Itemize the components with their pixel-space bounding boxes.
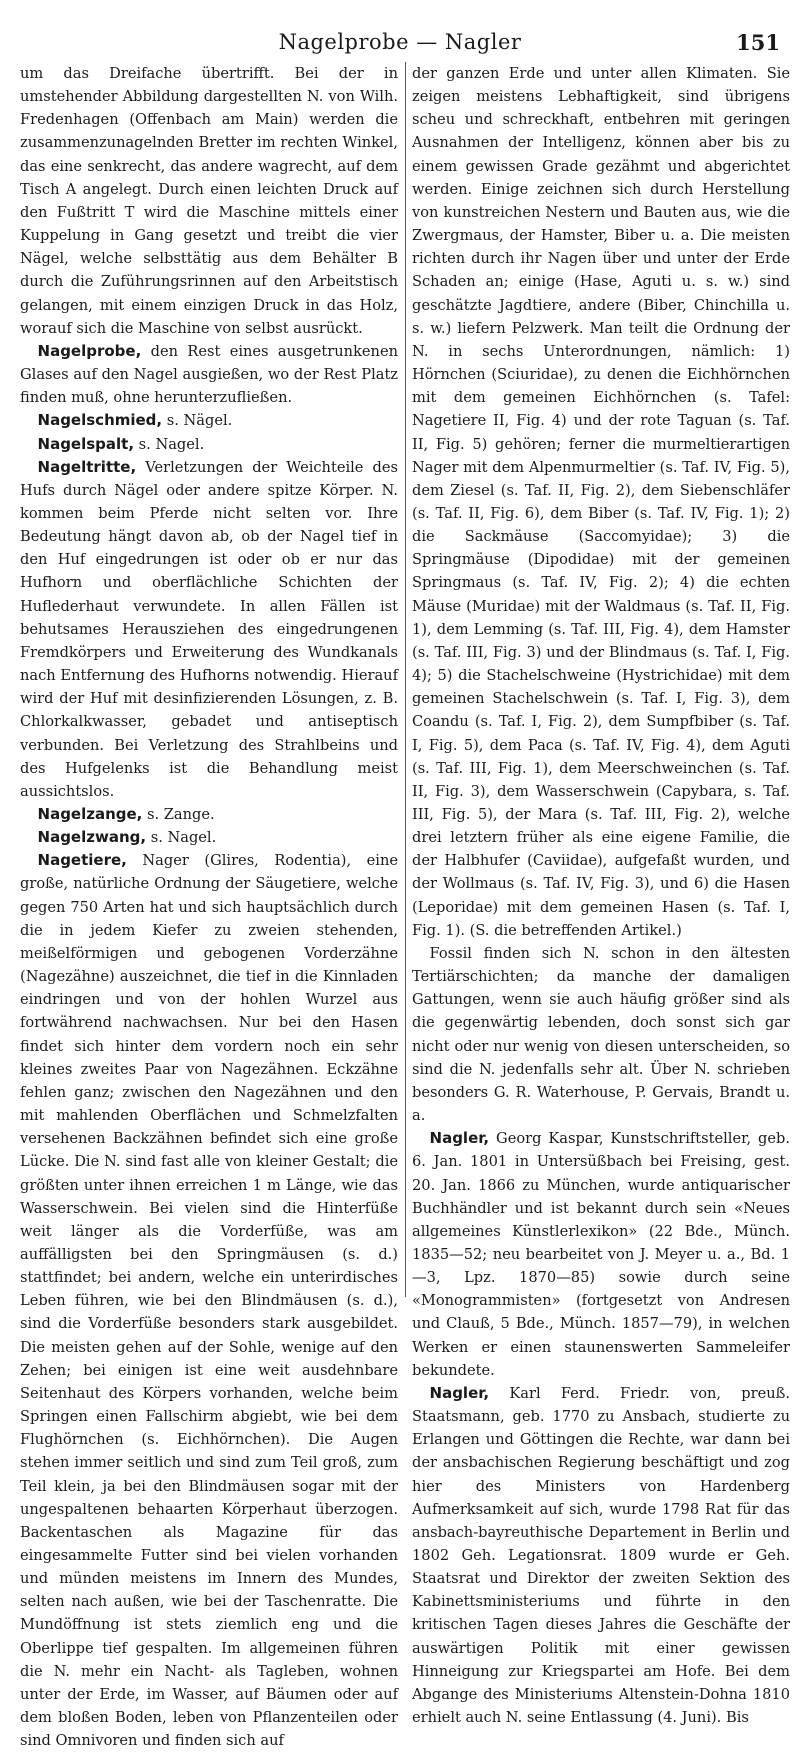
dictionary-entry: [20, 340, 398, 409]
dictionary-entry: [412, 1382, 790, 1729]
dictionary-entry: [20, 433, 398, 456]
text-paragraph: [20, 62, 398, 340]
dictionary-entry: [20, 409, 398, 432]
entry-text: Fossil finden sich N. schon in den ältesten Tertiärschichten; da manche der damaligen Gattungen, wenn sie auch häufig größer sind als die gegenwärtig lebenden, doch sonst sich gar nicht oder nur wenig von diesen unterscheiden, so sind die N. jedenfalls sehr alt. Über N. schrieben besonders G. R. Waterhouse, P. Gervais, Brandt u. a.: [412, 944, 790, 1125]
entry-headword: Nagelspalt,: [37, 434, 135, 453]
right-column: [412, 62, 790, 1727]
text-paragraph: [412, 942, 790, 1127]
page-header: [0, 28, 800, 58]
column-divider: [405, 62, 406, 1297]
entry-text: s. Zange.: [142, 806, 215, 823]
entry-text: Georg Kaspar, Kunstschriftsteller, geb. 6. Jan. 1801 in Untersüßbach bei Freising, gest. 20. Jan. 1866 zu München, wurde antiquarischer Buchhändler und ist bekannt durch sein «Neues allgemeines Künstlerlexikon» (22 Bde., Münch. 1835—52; neu bearbeitet von J. Meyer u. a., Bd. 1—3, Lpz. 1870—85) sowie durch seine «Monogrammisten» (fortgesetzt von Andresen und Clauß, 5 Bde., Münch. 1857—79), in welchen Werken er einen staunenswerten Sammeleifer bekundete.: [412, 1130, 790, 1379]
entry-text: Verletzungen der Weichteile des Hufs durch Nägel oder andere spitze Körper. N. kommen beim Pferde nicht selten vor. Ihre Bedeutung hängt davon ab, ob der Nagel tief in den Huf eingedrungen ist oder ob er nur das Hufhorn und oberflächliche Schichten der Huflederhaut verwundete. In allen Fällen ist behutsames Herausziehen des eingedrungenen Fremdkörpers und Erweiterung des Wundkanals nach Entfernung des Hufhorns notwendig. Hierauf wird der Huf mit desinfizierenden Lösungen, z. B. Chlorkalkwasser, gebadet und antiseptisch verbunden. Bei Verletzung des Strahlbeins und des Hufgelenks ist die Behandlung meist aussichtslos.: [20, 458, 398, 800]
entry-headword: Nagler,: [429, 1383, 490, 1402]
text-paragraph: [412, 62, 790, 942]
dictionary-entry: [20, 849, 398, 1752]
dictionary-entry: [20, 803, 398, 826]
entry-headword: Nagelzange,: [37, 805, 143, 823]
running-title: Nagelprobe — Nagler: [278, 30, 522, 54]
dictionary-entry: [20, 826, 398, 849]
entry-text: s. Nägel.: [162, 412, 233, 430]
entry-text: der ganzen Erde und unter allen Klimaten. Sie zeigen meistens Lebhaftigkeit, sind übrigens scheu und schreckhaft, entbehren mit geringen Ausnahmen der Intelligenz, können aber bis zu einem gewissen Grade gezähmt und abgerichtet werden. Einige zeichnen sich durch Herstellung von kunstreichen Nestern und Bauten aus, wie die Zwergmaus, der Hamster, Biber u. a. Die meisten richten durch ihr Nagen über und unter der Erde Schaden an; einige (Hase, Aguti u. s. w.) sind geschätzte Jagdtiere, andere (Biber, Chinchilla u. s. w.) liefern Pelzwerk. Man teilt die Ordnung der N. in sechs Unterordnungen, nämlich: 1) Hörnchen (Sciuridae), zu denen die Eichhörnchen mit dem gemeinen Eichhörnchen (s. Tafel: Nagetiere II, Fig. 4) und der rote Taguan (s. Taf. II, Fig. 5) gehören; ferner die murmeltierartigen Nager mit dem Alpenmurmeltier (s. Taf. IV, Fig. 5), dem Ziesel (s. Taf. II, Fig. 2), dem Siebenschläfer (s. Taf. II, Fig. 6), dem Biber (s. Taf. IV, Fig. 1); 2) die Sackmäuse (Saccomyidae); 3) die Springmäuse (Dipodidae) mit der gemeinen Springmaus (s. Taf. IV, Fig. 2); 4) die echten Mäuse (Muridae) mit der Waldmaus (s. Taf. II, Fig. 1), dem Lemming (s. Taf. III, Fig. 4), dem Hamster (s. Taf. III, Fig. 3) und der Blindmaus (s. Taf. I, Fig. 4); 5) die Stachelschweine (Hystrichidae) mit dem gemeinen Stachelschwein (s. Taf. I, Fig. 3), dem Coandu (s. Taf. I, Fig. 2), dem Sumpfbiber (s. Taf. I, Fig. 5), dem Paca (s. Taf. IV, Fig. 4), dem Aguti (s. Taf. III, Fig. 1), dem Meerschweinchen (s. Taf. II, Fig. 3), dem Wasserschwein (Capybara, s. Taf. III, Fig. 5), der Mara (s. Taf. III, Fig. 2), welche drei letztern früher als eine eigene Familie, die der Halbhufer (Caviidae), aufgefaßt wurden, und der Wollmaus (s. Taf. IV, Fig. 3), und 6) die Hasen (Leporidae) mit dem gemeinen Hasen (s. Taf. I, Fig. 1). (S. die betreffenden Artikel.): [412, 65, 790, 939]
entry-text: s. Nagel.: [134, 435, 205, 453]
text-columns: [20, 62, 790, 1750]
entry-text: Nager (Glires, Rodentia), eine große, natürliche Ordnung der Säugetiere, welche gegen 750 Arten hat und sich hauptsächlich durch die in jedem Kiefer zu zweien stehenden, meißelförmigen und gebogenen Vorderzähne (Nagezähne) auszeichnet, die tief in die Kinnladen eindringen und von der hohlen Wurzel aus fortwährend nachwachsen. Nur bei den Hasen findet sich hinter dem vordern noch ein sehr kleines zweites Paar von Nagezähnen. Eckzähne fehlen ganz; zwischen den Nagezähnen und den mit mahlenden Oberflächen und Schmelzfalten versehenen Backzähnen befindet sich eine große Lücke. Die N. sind fast alle von kleiner Gestalt; die größten unter ihnen erreichen 1 m Länge, wie das Wasserschwein. Bei vielen sind die Hinterfüße weit länger als die Vorderfüße, was am auffälligsten bei den Springmäusen (s. d.) stattfindet; bei andern, welche ein unterirdisches Leben führen, wie bei den Blindmäusen (s. d.), sind die Vorderfüße besonders stark ausgebildet. Die meisten gehen auf der Sohle, wenige auf den Zehen; bei einigen ist eine weit ausdehnbare Seitenhaut des Körpers vorhanden, welche beim Springen einen Fallschirm abgiebt, wie bei dem Flughörnchen (s. Eichhörnchen). Die Augen stehen immer seitlich und sind zum Teil groß, zum Teil klein, ja bei den Blindmäusen sogar mit der ungespaltenen behaarten Körperhaut überzogen. Backentaschen als Magazine für das eingesammelte Futter sind bei vielen vorhanden und münden meistens im Innern des Mundes, selten nach außen, wie bei der Taschenratte. Die Mundöffnung ist stets ziemlich eng und die Oberlippe tief gespalten. Im allgemeinen führen die N. mehr ein Nacht- als Tagleben, wohnen unter der Erde, im Wasser, auf Bäumen oder auf dem bloßen Boden, leben von Pflanzenteilen oder sind Omnivoren und finden sich auf: [20, 852, 398, 1750]
entry-text: s. Nagel.: [146, 829, 217, 847]
entry-headword: Nagler,: [429, 1129, 490, 1148]
entry-text: Karl Ferd. Friedr. von, preuß. Staatsmann, geb. 1770 zu Ansbach, studierte zu Erlangen und Göttingen die Rechte, war dann bei der ansbachischen Regierung beschäftigt und zog hier des Ministers von Hardenberg Aufmerksamkeit auf sich, wurde 1798 Rat für das ansbach-bayreuthische Departement in Berlin und 1802 Geh. Legationsrat. 1809 wurde er Geh. Staatsrat und Direktor der zweiten Sektion des Kabinettsministeriums und führte in den kritischen Tagen dieses Jahres die Geschäfte der auswärtigen Politik mit einer gewissen Hinneigung zur Kriegspartei am Hofe. Bei dem Abgange des Ministeriums Altenstein-Dohna 1810 erhielt auch N. seine Entlassung (4. Juni). Bis: [412, 1384, 790, 1727]
dictionary-entry: [20, 456, 398, 803]
entry-text: den Rest eines ausgetrunkenen Glases auf den Nagel ausgießen, wo der Rest Platz finden muß, ohne herunterzufließen.: [20, 342, 398, 407]
entry-headword: Nagetiere,: [37, 851, 127, 870]
entry-headword: Nagelschmied,: [37, 411, 163, 430]
entry-headword: Nagelzwang,: [37, 828, 147, 847]
entry-headword: Nageltritte,: [37, 457, 137, 476]
dictionary-entry: [412, 1127, 790, 1382]
entry-headword: Nagelprobe,: [37, 341, 142, 360]
left-column: [20, 62, 398, 1750]
entry-text: um das Dreifache übertrifft. Bei der in umstehender Abbildung dargestellten N. von Wilh. Fredenhagen (Offenbach am Main) werden die zusammenzunagelnden Bretter im rechten Winkel, das eine senkrecht, das andere wagrecht, auf dem Tisch A angelegt. Durch einen leichten Druck auf den Fußtritt T wird die Maschine mittels einer Kuppelung in Gang gesetzt und treibt die vier Nägel, welche selbsttätig aus dem Behälter B durch die Zuführungsrinnen auf den Arbeitstisch gelangen, mit einem einzigen Druck in das Holz, worauf sich die Maschine von selbst ausrückt.: [20, 65, 398, 337]
page-number: 151: [736, 30, 780, 55]
